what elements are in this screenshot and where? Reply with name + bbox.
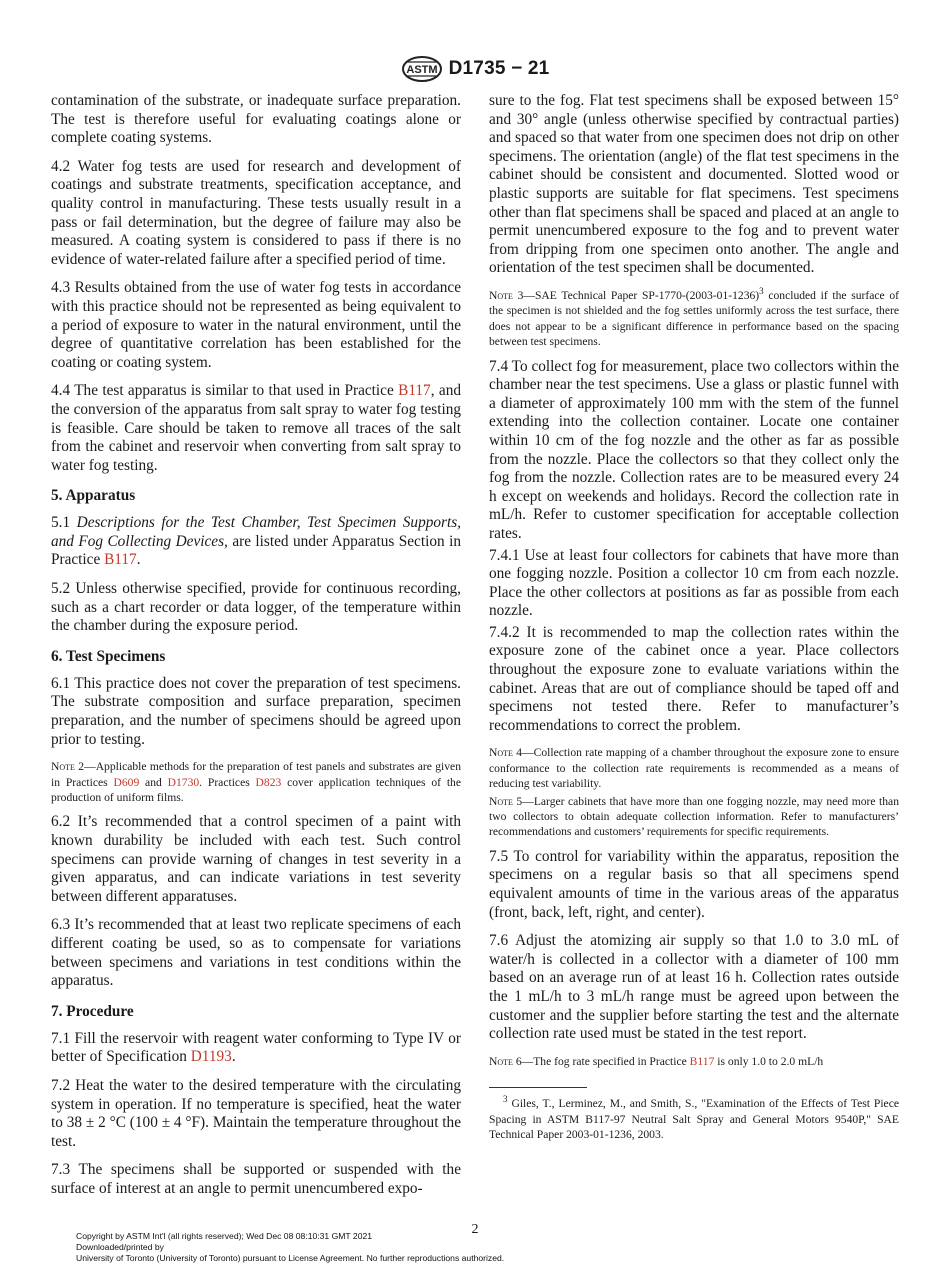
paragraph-6-2: 6.2 It’s recommended that a control specimen of a paint with known durability be included with each test. Such control specimens can provide warning of changes in test severity in a given apparatus, and can indicate variations in test severity between different apparatuses. — [51, 813, 461, 905]
left-column — [51, 92, 461, 1209]
section-heading-apparatus: 5. Apparatus — [51, 487, 136, 505]
paragraph-7-4-2: 7.4.2 It is recommended to map the collection rates within the exposure zone of the cabinet once a year. Place collectors throughout the exposure zone to evaluate variations within the cabinet. Areas that are out of compliance should be taped off and specimens not tested there. Refer to manufacturer’s recommendations to correct the problem. — [489, 623, 899, 734]
link-d609[interactable]: D609 — [113, 775, 140, 789]
paragraph-6-3: 6.3 It’s recommended that at least two replicate specimens of each different coating be used, so as to compensate for variations between specimens and variations in test conditions within the apparatus. — [51, 916, 461, 990]
note-2: Note 2—Applicable methods for the preparation of test panels and substrates are given in Practices D609 and D1730. Practices D823 cover application techniques of the production of uniform films. — [51, 760, 461, 805]
link-d1193[interactable]: D1193 — [190, 1048, 232, 1066]
paragraph-7-6: 7.6 Adjust the atomizing air supply so that 1.0 to 3.0 mL of water/h is collected in a collector with a diameter of 100 mm based on an average run of at least 16 h. Collection rates outside the 1 mL/h to 3 mL/h range must be agreed upon between the customer and the supplier before starting the test and the alternate collection rate used must be stated in the test report. — [489, 932, 899, 1043]
note-6: Note 6—The fog rate specified in Practice B117 is only 1.0 to 2.0 mL/h — [489, 1054, 824, 1068]
note-4: Note 4—Collection rate mapping of a chamber throughout the exposure zone to ensure conformance to the collection rate requirements is recommended as a means of reducing test variability. — [489, 746, 899, 791]
paragraph-continuation: contamination of the substrate, or inadequate surface preparation. The test is therefore useful for evaluating coatings alone or complete coating systems. — [51, 92, 461, 147]
document-id: D1735 − 21 — [448, 58, 550, 79]
paragraph-7-1: 7.1 Fill the reservoir with reagent water conforming to Type IV or better of Specification D1193. — [51, 1029, 461, 1066]
paragraph-7-5: 7.5 To control for variability within the apparatus, reposition the specimens on a regular basis so that all specimens spend equivalent amounts of time in the various areas of the apparatus (front, back, left, right, and center). — [489, 847, 899, 921]
section-heading-procedure: 7. Procedure — [51, 1002, 134, 1020]
note-5: Note 5—Larger cabinets that have more than one fogging nozzle, may need more than two collectors to obtain adequate collection information. Refer to manufacturers’ recommendations and customers’ requirements for specific requirements. — [489, 794, 899, 839]
paragraph-6-1: 6.1 This practice does not cover the preparation of test specimens. The substrate composition and surface preparation, specimen preparation, and the number of specimens should be agreed upon prior to testing. — [51, 674, 461, 748]
svg-text:ASTM: ASTM — [406, 64, 438, 76]
paragraph-7-2: 7.2 Heat the water to the desired temperature with the circulating system in operation. If no temperature is specified, heat the water to 38 ± 2 °C (100 ± 4 °F). Maintain the temperature throughout the test. — [51, 1076, 461, 1150]
paragraph-5-2: 5.2 Unless otherwise specified, provide for continuous recording, such as a chart recorder or data logger, of the temperature within the chamber during the exposure period. — [51, 580, 461, 635]
paragraph-5-1: 5.1 Descriptions for the Test Chamber, Test Specimen Supports, and Fog Collecting Devices, are listed under Apparatus Section in Practice B117. — [51, 514, 461, 569]
astm-logo-icon — [401, 56, 443, 82]
section-heading-test-specimens: 6. Test Specimens — [51, 647, 166, 665]
page-header — [0, 56, 950, 82]
paragraph-4-4: 4.4 The test apparatus is similar to that used in Practice B117, and the conversion of the apparatus from salt spray to water fog testing is feasible. Care should be taken to remove all traces of the salt from the cabinet and reservoir when converting from salt spray to water fog testing. — [51, 382, 461, 474]
copyright-notice: Copyright by ASTM Int'l (all rights reserved); Wed Dec 08 08:10:31 GMT 2021 Downloaded/printed by University of Toronto (University of Toronto) pursuant to License Agreement. No further reproductions authorized. — [76, 1231, 505, 1263]
link-d1730[interactable]: D1730 — [167, 775, 200, 789]
link-d823[interactable]: D823 — [255, 775, 282, 789]
footnote-ref[interactable]: 3 — [759, 286, 764, 297]
link-b117[interactable]: B117 — [104, 551, 137, 569]
note-3: Note 3—SAE Technical Paper $SP-1770-(2003-01-1236)^3$ concluded if the surface of the specimen is not shielded and the fog settles uniformly across the test surface, there does not appear to be a significant difference in performance based on the spacing between test specimens. — [489, 286, 899, 349]
footnote-divider — [489, 1087, 587, 1088]
paragraph-7-3: 7.3 The specimens shall be supported or suspended with the surface of interest at an angle to permit unencumbered expo- — [51, 1161, 461, 1197]
right-column — [489, 92, 899, 1142]
paragraph-7-3-continuation: sure to the fog. Flat test specimens shall be exposed between 15° and 30° angle (unless otherwise specified by contractual parties) and spaced so that water from one specimen does not drip on other specimens. The orientation (angle) of the flat test specimens in the cabinet should be consistent and documented. Slotted wood or plastic supports are suitable for flat specimens. Test specimens other than flat specimens shall be spaced and placed at an angle to permit unencumbered exposure to the fog and to prevent water from dripping from one specimen onto another. The angle and orientation of the test specimen shall be documented. — [489, 92, 899, 277]
paragraph-7-4: 7.4 To collect fog for measurement, place two collectors within the chamber near the test specimens. Use a glass or plastic funnel with a diameter of approximately 100 mm with the stem of the funnel extending into the collection container. Locate one container within 10 cm of the fog nozzle and the other as far as possible from the nozzle. Place the collectors so that they collect only the fog from the nozzle. Collection rates are to be measured every 24 h except on weekends and holidays. Record the collection rate in mL/h. Refer to customer specification for acceptable collection rates. — [489, 357, 899, 542]
paragraph-4-2: 4.2 Water fog tests are used for research and development of coatings and substrate treatments, specification acceptance, and quality control in manufacturing. These tests usually result in a pass or fail determination, but the degree of failure may also be measured. A coating system is considered to pass if there is no evidence of water-related failure after a specified period of time. — [51, 157, 461, 268]
paragraph-4-3: 4.3 Results obtained from the use of water fog tests in accordance with this practice should not be represented as being equivalent to a period of exposure to water in the natural environment, until the degree of quantitative correlation has been established for the coating or coating system. — [51, 279, 461, 371]
paragraph-7-4-1: 7.4.1 Use at least four collectors for cabinets that have more than one fogging nozzle. Position a collector 10 cm from each nozzle. Place the other collectors at positions as far as possible from each nozzle. — [489, 546, 899, 620]
page-number: 2 — [471, 1222, 479, 1237]
link-b117[interactable]: B117 — [398, 382, 431, 400]
footnote-3: $^3$ Giles, T., Lerminez, M., and Smith, S., "Examination of the Effects of Test Piece Spacing in ASTM B117-97 Neutral Salt Spray and General Motors 9540P," SAE Technical Paper 2003-01-1236, 2003. — [489, 1094, 899, 1142]
link-b117[interactable]: B117 — [689, 1054, 715, 1068]
